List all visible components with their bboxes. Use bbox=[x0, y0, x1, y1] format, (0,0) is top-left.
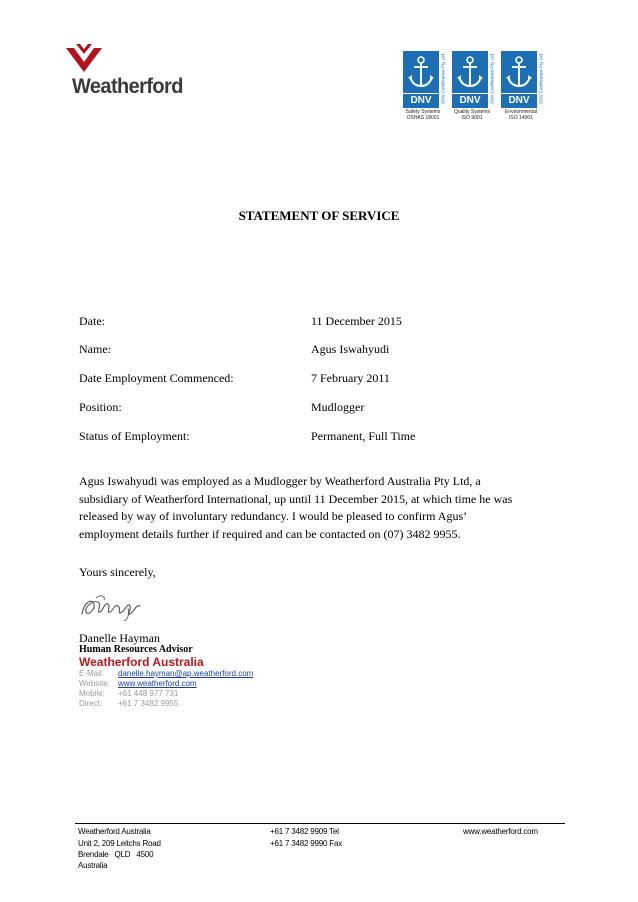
certification-badge-safety bbox=[403, 51, 446, 136]
detail-value-position: Mudlogger bbox=[311, 400, 365, 414]
dnv-badge-label: DNV bbox=[501, 93, 537, 108]
contact-label-mobile: Mobile: bbox=[79, 689, 105, 698]
statement-paragraph bbox=[79, 473, 559, 543]
contact-value-mobile: +61 448 977 731 bbox=[118, 689, 179, 698]
cert-caption bbox=[499, 109, 543, 121]
paragraph-line: employment details further if required and can be contacted on (07) 3482 9955. bbox=[79, 526, 461, 541]
detail-value-date: 11 December 2015 bbox=[311, 314, 402, 328]
cert-caption-line1: Environmental bbox=[505, 109, 537, 115]
cert-caption-line2: ISO 9001 bbox=[461, 115, 483, 121]
signer-company: Weatherford Australia bbox=[79, 655, 204, 669]
detail-label-commenced: Date Employment Commenced: bbox=[79, 371, 234, 385]
website-link[interactable]: www.weatherford.com bbox=[118, 679, 197, 688]
cert-caption-line1: Safety Systems bbox=[405, 109, 441, 115]
footer-fax: +61 7 3482 9990 Fax bbox=[270, 839, 343, 848]
cert-side-text: DNV Certification Pty Ltd bbox=[440, 54, 446, 104]
footer-address-line2: Brendale QLD 4500 bbox=[78, 850, 154, 859]
cert-caption-line2: OSHAS 18001 bbox=[406, 115, 440, 121]
signer-name: Danelle Hayman bbox=[79, 631, 160, 645]
document-title: STATEMENT OF SERVICE bbox=[238, 208, 400, 223]
weatherford-logo-icon bbox=[66, 44, 102, 72]
contact-label-website: Website: bbox=[79, 679, 110, 688]
handwritten-signature bbox=[78, 590, 148, 624]
certification-badge-environmental bbox=[501, 51, 544, 136]
cert-caption bbox=[450, 109, 494, 121]
footer-company: Weatherford Australia bbox=[78, 827, 151, 836]
footer-country: Australia bbox=[78, 861, 108, 870]
detail-value-status: Permanent, Full Time bbox=[311, 429, 416, 443]
paragraph-line: subsidiary of Weatherford International, up until 11 December 2015, at which time he was bbox=[79, 491, 513, 506]
contact-label-direct: Direct: bbox=[79, 699, 103, 708]
anchor-icon bbox=[501, 51, 537, 93]
cert-side-text: DNV Certification Pty Ltd bbox=[489, 54, 495, 104]
detail-value-commenced: 7 February 2011 bbox=[311, 371, 390, 385]
cert-caption-line1: Quality Systems bbox=[453, 109, 491, 115]
signer-title: Human Resources Advisor bbox=[79, 644, 193, 655]
company-logo-wordmark: Weatherford bbox=[72, 75, 183, 98]
email-link[interactable]: danelle.hayman@ap.weatherford.com bbox=[118, 669, 254, 678]
cert-side-text: DNV Certification Pty Ltd bbox=[538, 54, 544, 104]
paragraph-line: released by way of involuntary redundancy. I would be pleased to confirm Agus’ bbox=[79, 509, 468, 523]
anchor-icon bbox=[403, 51, 439, 93]
detail-label-position: Position: bbox=[79, 400, 122, 414]
dnv-badge-label: DNV bbox=[452, 93, 488, 108]
cert-caption bbox=[401, 109, 445, 121]
footer-telephone: +61 7 3482 9909 Tel bbox=[270, 827, 339, 836]
footer-address-line1: Unit 2, 209 Leitchs Road bbox=[78, 839, 161, 848]
footer-website: www.weatherford.com bbox=[463, 827, 538, 836]
anchor-icon bbox=[452, 51, 488, 93]
closing-salutation: Yours sincerely, bbox=[79, 565, 156, 579]
paragraph-line: Agus Iswahyudi was employed as a Mudlogger by Weatherford Australia Pty Ltd, a bbox=[79, 474, 481, 488]
cert-caption-line2: ISO 14001 bbox=[509, 115, 533, 121]
footer-divider bbox=[75, 823, 565, 824]
contact-label-email: E-Mail: bbox=[79, 669, 104, 678]
contact-value-direct: +61 7 3482 9955 bbox=[118, 699, 179, 708]
detail-label-date: Date: bbox=[79, 314, 105, 328]
dnv-badge-label: DNV bbox=[403, 93, 439, 108]
detail-label-name: Name: bbox=[79, 342, 111, 356]
detail-label-status: Status of Employment: bbox=[79, 429, 190, 443]
detail-value-name: Agus Iswahyudi bbox=[311, 342, 390, 356]
certification-badge-quality bbox=[452, 51, 495, 136]
